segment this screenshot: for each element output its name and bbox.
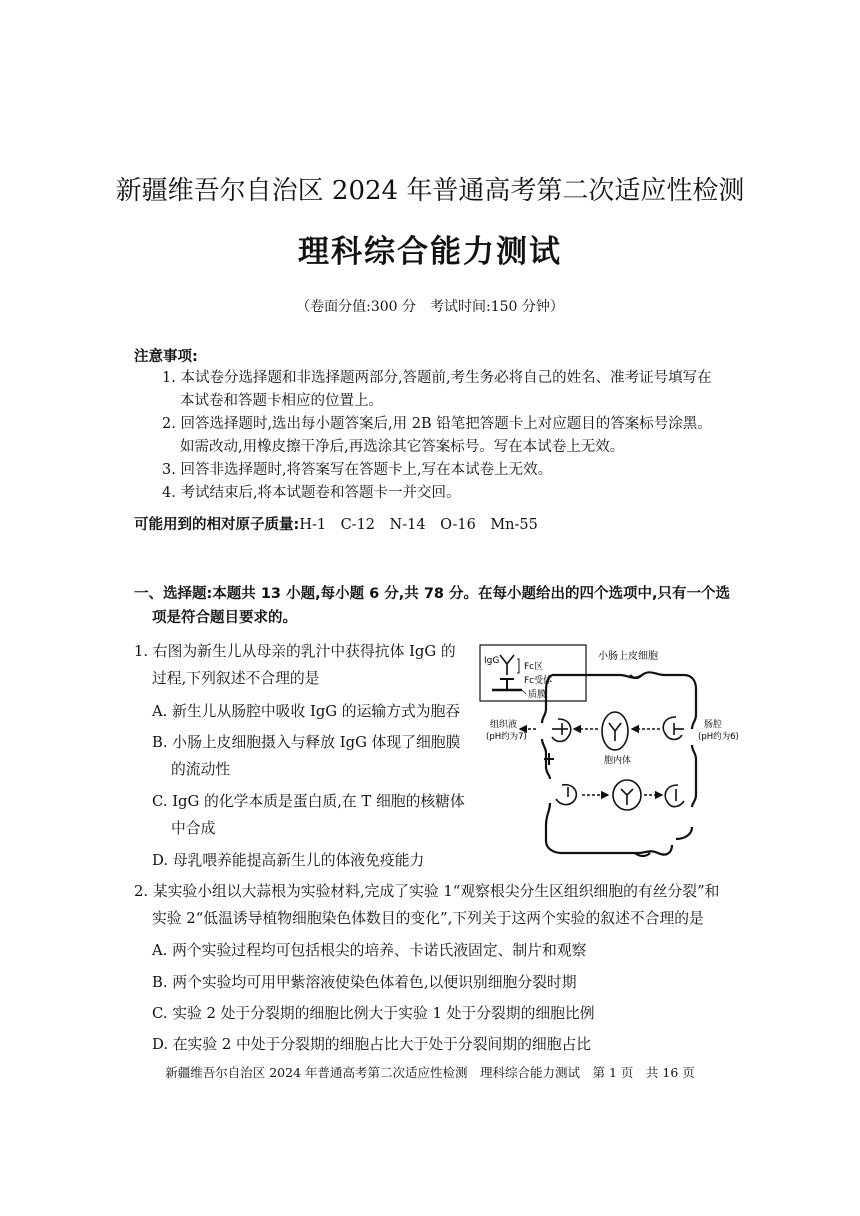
legend-fc-label: Fc区 xyxy=(524,662,544,672)
q2-option-a: A. 两个实验过程均可包括根尖的培养、卡诺氏液固定、制片和观察 xyxy=(152,942,587,959)
notice-item: 1. 本试卷分选择题和非选择题两部分,答题前,考生务必将自己的姓名、准考证号填写在 xyxy=(162,370,712,386)
score-time: （卷面分值:300 分 考试时间:150 分钟） xyxy=(296,299,564,315)
page-footer: 新疆维吾尔自治区 2024 年普通高考第二次适应性检测 理科综合能力测试 第 1 页 共 16 页 xyxy=(165,1065,695,1080)
q2-option-d: D. 在实验 2 中处于分裂期的细胞占比大于处于分裂间期的细胞占比 xyxy=(152,1036,592,1053)
q2-option-c: C. 实验 2 处于分裂期的细胞比例大于实验 1 处于分裂期的细胞比例 xyxy=(152,1005,595,1022)
lower-vesicles xyxy=(556,780,684,810)
igg-transport-diagram xyxy=(470,635,739,863)
left-label-ph: (pH约为7) xyxy=(486,732,527,742)
notice-item: 本试卷和答题卡相应的位置上。 xyxy=(180,393,383,409)
right-label-lumen: 肠腔 xyxy=(704,720,723,730)
notice-heading: 注意事项: xyxy=(134,349,198,365)
igg-antibody-icon xyxy=(500,655,514,675)
cell-label: 小肠上皮细胞 xyxy=(598,651,658,662)
q2-stem: 2. 某实验小组以大蒜根为实验材料,完成了实验 1“观察根尖分生区组织细胞的有丝分裂”和 xyxy=(134,883,720,900)
atomic-mass-line xyxy=(134,513,538,534)
q1-option-a: A. 新生儿从肠腔中吸收 IgG 的运输方式为胞吞 xyxy=(152,703,461,720)
legend-igg-label: IgG xyxy=(484,656,500,666)
subject-title: 理科综合能力测试 xyxy=(298,234,562,270)
notice-item: 3. 回答非选择题时,将答案写在答题卡上,写在本试卷上无效。 xyxy=(162,462,553,478)
q1-option-b-cont: 的流动性 xyxy=(171,761,231,778)
notice-item: 2. 回答选择题时,选出每小题答案后,用 2B 铅笔把答题卡上对应题目的答案标号涂黑。 xyxy=(162,416,712,432)
endosome-label: 胞内体 xyxy=(604,756,632,766)
uptake-vesicle-right xyxy=(663,717,684,740)
section-heading-cont: 项是符合题目要求的。 xyxy=(152,610,297,626)
notice-item: 如需改动,用橡皮擦干净后,再选涂其它答案标号。写在本试卷上无效。 xyxy=(180,439,625,455)
exam-title: 新疆维吾尔自治区 2024 年普通高考第二次适应性检测 xyxy=(115,176,745,206)
right-label-ph: (pH约为6) xyxy=(698,732,739,742)
section-heading: 一、选择题:本题共 13 小题,每小题 6 分,共 78 分。在每小题给出的四个选项中,只有一个选 xyxy=(134,586,731,602)
legend-membrane-label: 质膜 xyxy=(528,690,547,700)
q1-stem: 1. 右图为新生儿从母亲的乳汁中获得抗体 IgG 的 xyxy=(134,643,456,660)
fc-bracket xyxy=(517,659,519,673)
q1-option-c-cont: 中合成 xyxy=(171,820,216,837)
transport-arrows xyxy=(520,729,662,795)
left-label-tissue-fluid: 组织液 xyxy=(490,720,518,730)
legend-receptor-label: Fc受体 xyxy=(524,676,553,686)
q2-option-b: B. 两个实验均可用甲紫溶液使染色体着色,以便识别细胞分裂时期 xyxy=(152,974,577,991)
notice-item: 4. 考试结束后,将本试题卷和答题卡一并交回。 xyxy=(162,485,461,501)
q2-stem-cont: 实验 2“低温诱导植物细胞染色体数目的变化”,下列关于这两个实验的叙述不合理的是 xyxy=(152,910,704,927)
endosome-center xyxy=(602,712,628,750)
release-site-left xyxy=(552,719,571,742)
q1-option-b: B. 小肠上皮细胞摄入与释放 IgG 体现了细胞膜 xyxy=(152,734,461,751)
atomic-mass-values: H-1 C-12 N-14 O-16 Mn-55 xyxy=(299,517,538,533)
atomic-mass-label: 可能用到的相对原子质量: xyxy=(134,517,300,533)
q1-option-c: C. IgG 的化学本质是蛋白质,在 T 细胞的核糖体 xyxy=(152,793,465,810)
q1-option-d: D. 母乳喂养能提高新生儿的体液免疫能力 xyxy=(152,852,425,869)
q1-stem-cont: 过程,下列叙述不合理的是 xyxy=(152,670,320,687)
